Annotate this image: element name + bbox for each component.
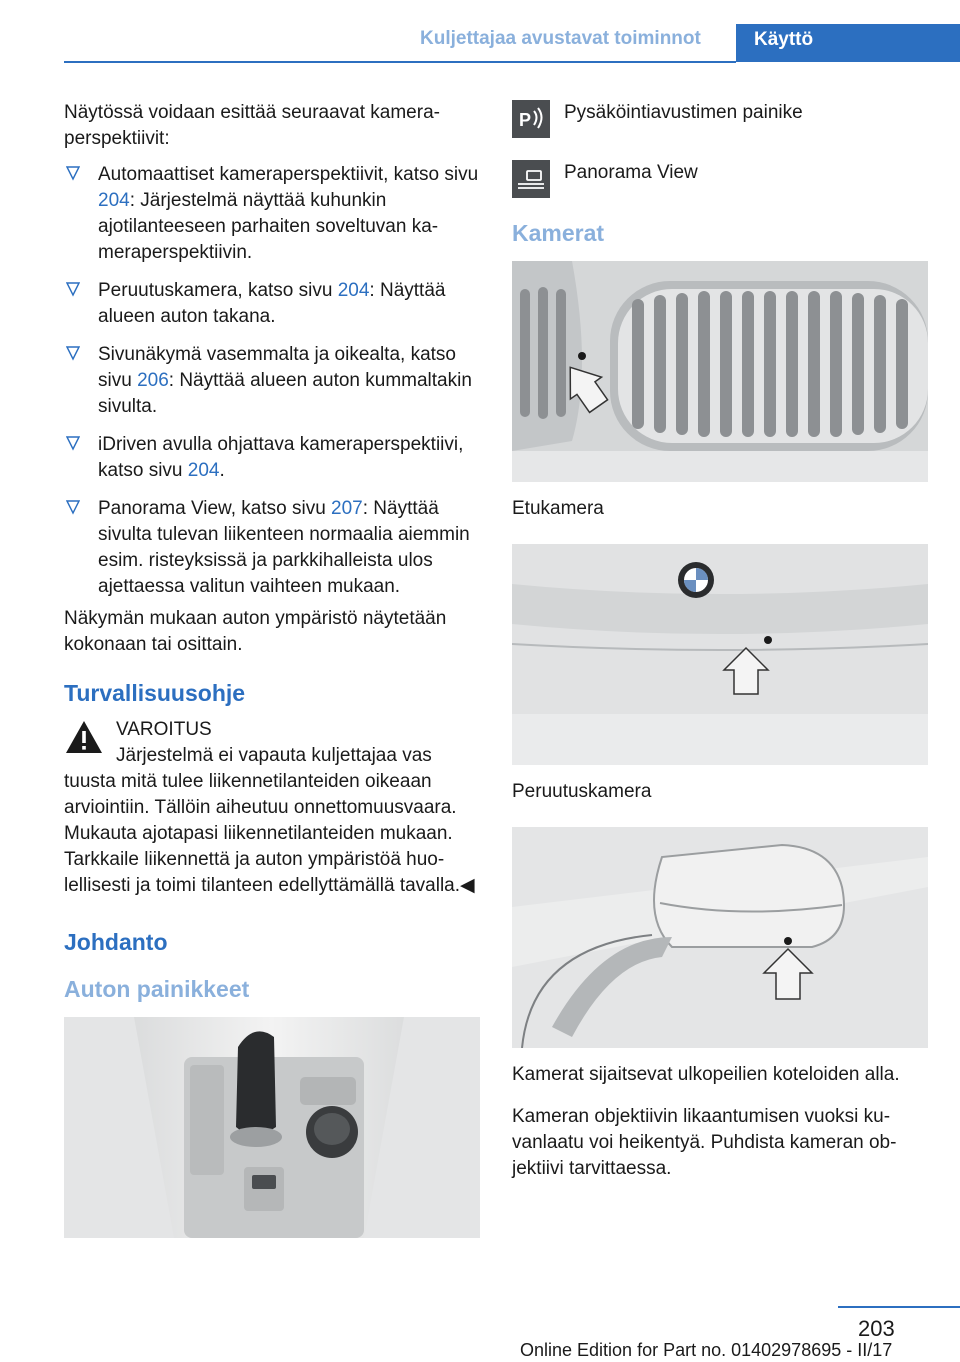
side-camera-photo xyxy=(512,827,928,1048)
trunk-lid-illustration xyxy=(512,544,928,765)
svg-text:P: P xyxy=(519,110,532,130)
right-column xyxy=(512,100,928,1182)
rear-camera-photo xyxy=(512,544,928,765)
list-item: Peruutuskamera, katso sivu 204: Näyttää alueen auton takana. xyxy=(64,278,482,330)
front-grille-illustration xyxy=(512,261,928,482)
panorama-view-button-icon xyxy=(512,160,550,198)
parking-assist-button-icon xyxy=(512,100,550,138)
warning-first-line: Järjestelmä ei vapauta kuljettajaa vas xyxy=(116,745,432,766)
page-link[interactable]: 207 xyxy=(331,498,363,519)
header-rule xyxy=(64,61,736,63)
page-link[interactable]: 204 xyxy=(98,190,130,211)
rear-camera-caption: Peruutuskamera xyxy=(512,781,652,802)
parking-assist-row xyxy=(512,100,928,138)
page-number: 203 xyxy=(858,1316,895,1341)
bullet-triangle-icon xyxy=(66,281,80,297)
warning-label: VAROITUS xyxy=(116,719,212,740)
lens-note: Kameran objektiivin likaantumisen vuoksi kuvanlaatu voi heikentyä. Puhdista kameran objektiivi tarvittaessa. xyxy=(512,1106,897,1179)
bullet-triangle-icon xyxy=(66,165,80,181)
panorama-view-label: Panorama View xyxy=(564,162,698,183)
buttons-heading: Auton painikkeet xyxy=(64,976,250,1002)
parking-assist-label: Pysäköintiavustimen painike xyxy=(564,102,803,123)
page-link[interactable]: 204 xyxy=(337,280,370,301)
bullet-triangle-icon xyxy=(66,345,80,361)
page-link[interactable]: 204 xyxy=(187,460,220,481)
running-header-section: Kuljettajaa avustavat toiminnot xyxy=(420,28,701,49)
running-header-tab: Käyttö xyxy=(736,24,960,62)
safety-heading: Turvallisuusohje xyxy=(64,680,246,706)
warning-block xyxy=(64,717,482,899)
list-item: Panorama View, katso sivu 207: Näyttää sivulta tulevan liikenteen normaalia aiemmin esim. risteyksissä ja parkkihalleista ulos ajettaessa valitun vaihteen mukaan. xyxy=(64,496,482,600)
edition-footer: Online Edition for Part no. 01402978695 - II/17 xyxy=(520,1340,893,1360)
intro-heading: Johdanto xyxy=(64,929,168,955)
warning-text: tuusta mitä tulee liikennetilanteiden oikeaan arviointiin. Tällöin aiheutuu onnettomuusvaara. Mukauta ajotapasi liikennetilanteiden mukaan. Tarkkaile liikennettä ja auton ympäristöä huolellisesti ja toimi tilanteen edellyttämällä tavalla.◀ xyxy=(64,771,475,896)
front-camera-photo xyxy=(512,261,928,482)
page-link[interactable]: 206 xyxy=(137,370,169,391)
panorama-view-row xyxy=(512,160,928,198)
mirror-note: Kamerat sijaitsevat ulkopeilien koteloiden alla. xyxy=(512,1064,900,1085)
bullet-triangle-icon xyxy=(66,499,80,515)
left-column xyxy=(64,100,482,1238)
perspective-list xyxy=(64,162,482,600)
side-mirror-illustration xyxy=(512,827,928,1048)
list-item: iDriven avulla ohjattava kameraperspektiivi, katso sivu 204. xyxy=(64,432,482,484)
view-paragraph: Näkymän mukaan auton ympäristö näytetään kokonaan tai osittain. xyxy=(64,608,447,655)
center-console-illustration xyxy=(64,1017,480,1238)
intro-paragraph: Näytössä voidaan esittää seuraavat kameraperspektiivit: xyxy=(64,102,440,149)
console-photo xyxy=(64,1017,480,1238)
list-item: Automaattiset kameraperspektiivit, katso sivu 204: Järjestelmä näyttää kuhunkin ajotilanteeseen parhaiten soveltuvan kameraperspektiivin. xyxy=(64,162,482,266)
warning-triangle-icon xyxy=(64,719,104,755)
list-item: Sivunäkymä vasemmalta ja oikealta, katso sivu 206: Näyttää alueen auton kummaltakin sivulta. xyxy=(64,342,482,420)
bullet-triangle-icon xyxy=(66,435,80,451)
cameras-heading: Kamerat xyxy=(512,220,605,246)
footer-rule xyxy=(838,1306,960,1308)
front-camera-caption: Etukamera xyxy=(512,498,604,519)
